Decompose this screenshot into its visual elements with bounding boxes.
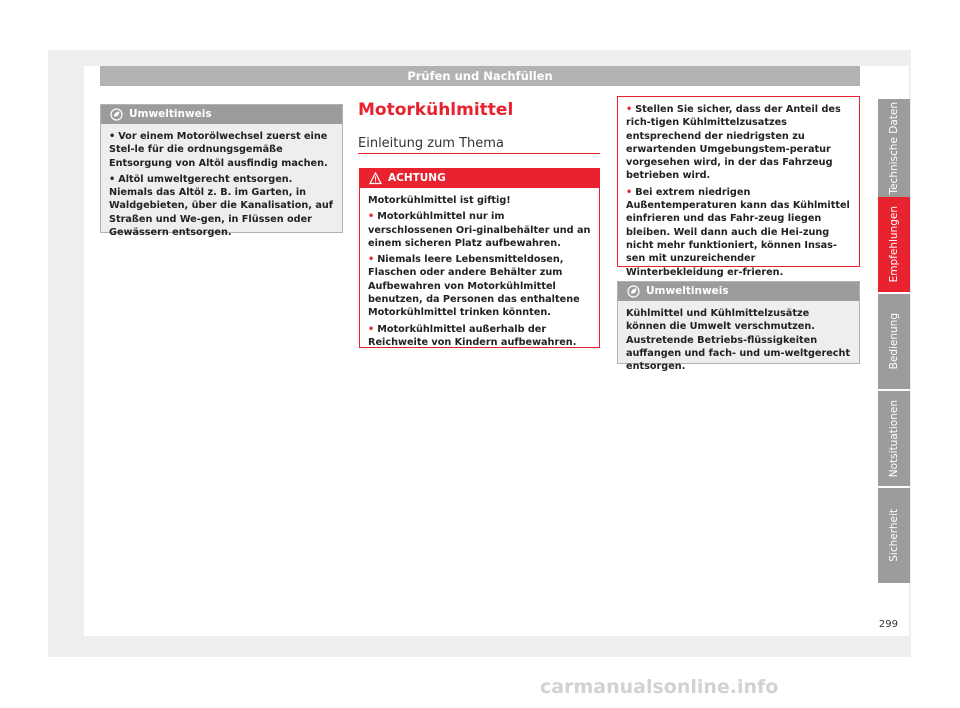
tab-label: Sicherheit bbox=[888, 509, 900, 562]
warning-title: ACHTUNG bbox=[388, 172, 446, 184]
environment-note-text: Kühlmittel und Kühlmittelzusätze können die Umwelt verschmutzen. Austretende Betriebs-flüssigkeiten auffangen und fach- und um-weltgerecht entsorgen. bbox=[626, 308, 851, 373]
list-item: • Bei extrem niedrigen Außentemperaturen kann das Kühlmittel einfrieren und das Fahr-zeug liegen bleiben. Weil dann auch die Hei-zung nicht mehr funktioniert, können Insas-sen mit unzureichender Winterbekleidung er-frieren. bbox=[626, 186, 850, 278]
list-item: • Motorkühlmittel nur im verschlossenen Ori-ginalbehälter und an einem sicheren Platz aufbewahren. bbox=[368, 211, 591, 249]
tab-label: Technische Daten bbox=[888, 101, 900, 195]
environment-note-title: Umweltinweis bbox=[129, 108, 212, 120]
environment-note-box-2 bbox=[617, 281, 860, 373]
list-item: • Altöl umweltgerecht entsorgen. Niemals das Altöl z. B. im Garten, in Waldgebieten, über die Kanalisation, auf Straßen und We-gen, in Flüssen oder Gewässern entsorgen. bbox=[109, 173, 333, 239]
leaf-icon bbox=[627, 285, 640, 298]
environment-note-header bbox=[101, 105, 342, 124]
list-item: • Niemals leere Lebensmitteldosen, Flaschen oder andere Behälter zum Aufbewahren von Motorkühlmittel benutzen, da Personen das enthaltene Motorkühlmittel trinken könnten. bbox=[368, 254, 580, 319]
warning-continued-box bbox=[617, 96, 860, 278]
warning-header bbox=[360, 169, 599, 188]
watermark: carmanualsonline.info bbox=[540, 676, 779, 698]
section-subtitle: Einleitung zum Thema bbox=[358, 136, 504, 151]
environment-note-header bbox=[618, 282, 859, 301]
section-title: Motorkühlmittel bbox=[358, 100, 514, 120]
section-header: Prüfen und Nachfüllen bbox=[100, 66, 860, 86]
warning-triangle-icon bbox=[369, 172, 382, 185]
tab-sicherheit[interactable] bbox=[878, 488, 910, 583]
tab-empfehlungen[interactable] bbox=[878, 197, 910, 292]
warning-lead: Motorkühlmittel ist giftig! bbox=[368, 195, 511, 206]
tab-label: Notsituationen bbox=[888, 399, 900, 478]
warning-box bbox=[359, 168, 600, 348]
list-item: • Vor einem Motorölwechsel zuerst eine Stel-le für die ordnungsgemäße Entsorgung von Altöl ausfindig machen. bbox=[109, 131, 328, 169]
tab-technische-daten[interactable] bbox=[878, 99, 910, 197]
tab-notsituationen[interactable] bbox=[878, 391, 910, 486]
environment-note-box bbox=[100, 104, 343, 239]
environment-note-title: Umweltinweis bbox=[646, 285, 729, 297]
page-number: 299 bbox=[878, 619, 898, 630]
list-item: • Stellen Sie sicher, dass der Anteil des rich-tigen Kühlmittelzusatzes entsprechend der niedrigsten zu erwartenden Umgebungstem-peratur vorgesehen wird, in der das Fahrzeug betrieben wird. bbox=[626, 104, 841, 182]
tab-bedienung[interactable] bbox=[878, 294, 910, 389]
tab-label: Bedienung bbox=[888, 313, 900, 370]
leaf-icon bbox=[110, 108, 123, 121]
tab-label: Empfehlungen bbox=[888, 206, 900, 283]
subtitle-divider bbox=[358, 153, 600, 154]
list-item: • Motorkühlmittel außerhalb der Reichweite von Kindern aufbewahren. bbox=[368, 323, 577, 348]
